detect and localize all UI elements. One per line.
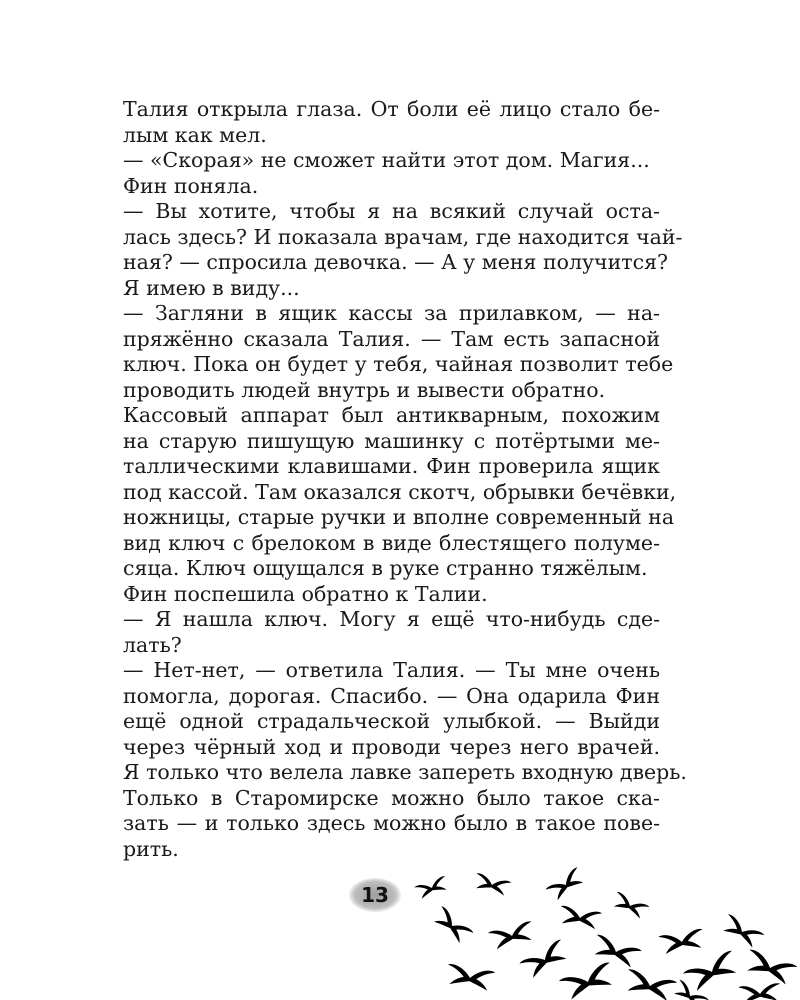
paragraph [96,148,660,174]
crow-icon [473,873,512,897]
text-line: рить. [123,836,179,861]
crow-icon [611,891,650,920]
crow-icon [623,969,678,1000]
text-line: Фин поняла. [123,173,259,198]
crow-icon [559,962,618,1000]
crow-icon [445,963,496,991]
crow-icon [519,939,571,980]
text-line: — Я нашла ключ. Могу я ещё что-нибудь сде- [123,607,660,631]
crow-icon [743,949,798,987]
text-line: сяца. Ключ ощущался в руке странно тяжёлым. [123,556,648,580]
crow-icon [414,876,450,900]
text-line: ная? — спросила девочка. — А у меня получится? [123,250,668,274]
page-number: 13 [349,878,401,912]
text-line: Фин поспешила обратно к Талии. [123,581,488,606]
text-line: — Нет-нет, — ответила Талия. — Ты мне очень [123,658,660,682]
crow-icon [720,913,765,949]
crow-icon [558,905,602,930]
text-line: лась здесь? И показала врачам, где находится чай- [123,224,683,249]
paragraph [96,174,660,200]
text-line: ключ. Пока он будет у тебя, чайная позволит тебе [123,352,674,376]
text-line: вид ключ с брелоком в виде блестящего полуме- [123,530,660,555]
paragraph [96,301,674,403]
text-line: ножницы, старые ручки и вполне современный на [123,505,675,529]
crow-icon [658,928,706,954]
text-line: лым как мел. [123,122,267,147]
text-line: проводить людей внутрь и вывести обратно. [123,377,606,402]
text-line: Я только что велела лавке запереть входную дверь. [123,760,687,784]
crow-icon [682,950,741,993]
paragraph [96,658,687,786]
text-line: через чёрный ход и проводи через него врачей. [123,734,660,759]
crow-icon [738,983,781,1000]
text-line: Талия открыла глаза. От боли её лицо стало бе- [123,97,660,121]
text-line: — Вы хотите, чтобы я на всякий случай оста- [123,199,660,223]
text-line: под кассой. Там оказался скотч, обрывки бечёвки, [123,479,677,504]
text-line: на старую пишущую машинку с потёртыми ме- [123,428,660,453]
paragraph [96,786,660,863]
text-line: Я имею в виду... [123,275,300,300]
text-line: ещё одной страдальческой улыбкой. — Выйди [123,709,660,733]
text-line: Кассовый аппарат был антикварным, похожим [123,403,660,427]
paragraph [96,403,677,582]
crow-icon [671,979,709,1000]
text-line: лать? [123,632,182,657]
text-line: пряжённо сказала Талия. — Там есть запасной [123,326,660,351]
text-line: — «Скорая» не сможет найти этот дом. Магия... [123,148,650,172]
text-line: зать — и только здесь можно было в такое пове- [123,811,660,835]
crow-icon [488,921,536,951]
text-line: помогла, дорогая. Спасибо. — Она одарила Фин [123,683,660,708]
text-line: таллическими клавишами. Фин проверила ящик [123,454,660,478]
text-line: — Загляни в ящик кассы за прилавком, — на- [123,301,660,325]
crow-icon [431,905,475,946]
paragraph [96,97,660,148]
crow-icon [545,867,586,903]
paragraph [96,607,660,658]
paragraph [96,582,660,608]
crow-icon [590,934,642,969]
text-line: Только в Старомирске можно было такое ска- [123,785,660,810]
paragraph [96,199,683,301]
body-text [96,97,687,862]
